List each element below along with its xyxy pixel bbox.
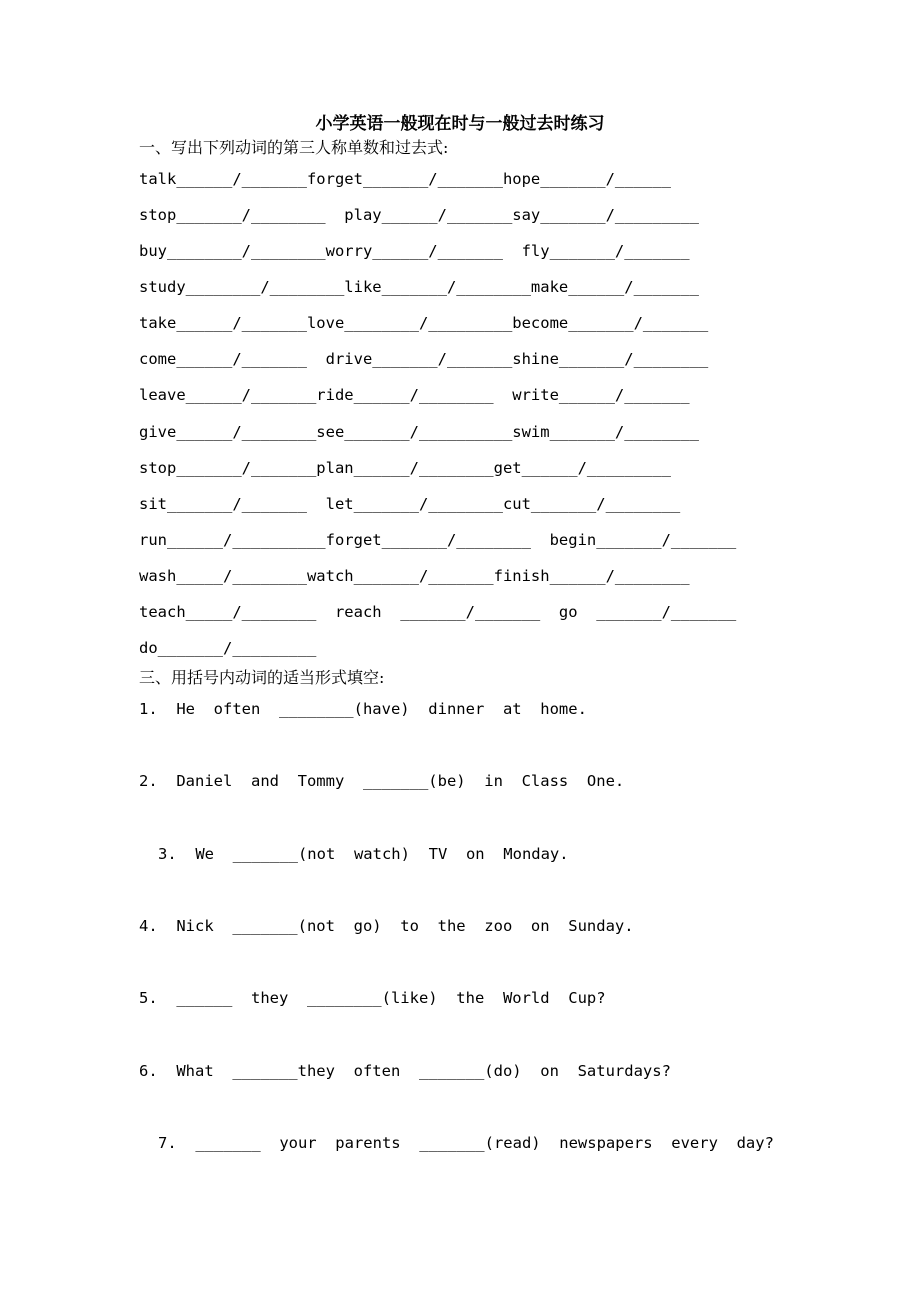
- verb-row-11: run______/__________forget_______/________ begin_______/_______: [139, 531, 737, 549]
- section1-heading: 一、写出下列动词的第三人称单数和过去式:: [139, 138, 449, 157]
- verb-row-10: sit_______/_______ let_______/________cut_______/________: [139, 495, 681, 513]
- verb-row-6: come______/_______ drive_______/_______shine_______/________: [139, 350, 709, 368]
- question-5: 5. ______ they ________(like) the World Cup?: [139, 989, 606, 1007]
- question-2: 2. Daniel and Tommy _______(be) in Class One.: [139, 772, 625, 790]
- verb-row-5: take______/_______love________/_________become_______/_______: [139, 314, 709, 332]
- question-7: 7. _______ your parents _______(read) newspapers every day?: [158, 1134, 774, 1152]
- question-1: 1. He often ________(have) dinner at home.: [139, 700, 587, 718]
- question-3: 3. We _______(not watch) TV on Monday.: [158, 845, 569, 863]
- verb-row-14: do_______/_________: [139, 639, 317, 657]
- question-4: 4. Nick _______(not go) to the zoo on Sunday.: [139, 917, 634, 935]
- verb-row-13: teach_____/________ reach _______/_______ go _______/_______: [139, 603, 737, 621]
- verb-row-12: wash_____/________watch_______/_______finish______/________: [139, 567, 690, 585]
- verb-row-7: leave______/_______ride______/________ write______/_______: [139, 386, 690, 404]
- verb-row-9: stop_______/_______plan______/________get______/_________: [139, 459, 671, 477]
- question-6: 6. What _______they often _______(do) on Saturdays?: [139, 1062, 671, 1080]
- verb-row-8: give______/________see_______/__________swim_______/________: [139, 423, 699, 441]
- verb-row-2: stop_______/________ play______/_______say_______/_________: [139, 206, 699, 224]
- worksheet-title: 小学英语一般现在时与一般过去时练习: [315, 114, 605, 134]
- section3-heading: 三、用括号内动词的适当形式填空:: [139, 668, 385, 687]
- verb-row-3: buy________/________worry______/_______ fly_______/_______: [139, 242, 690, 260]
- verb-row-1: talk______/_______forget_______/_______hope_______/______: [139, 170, 671, 188]
- verb-row-4: study________/________like_______/________make______/_______: [139, 278, 699, 296]
